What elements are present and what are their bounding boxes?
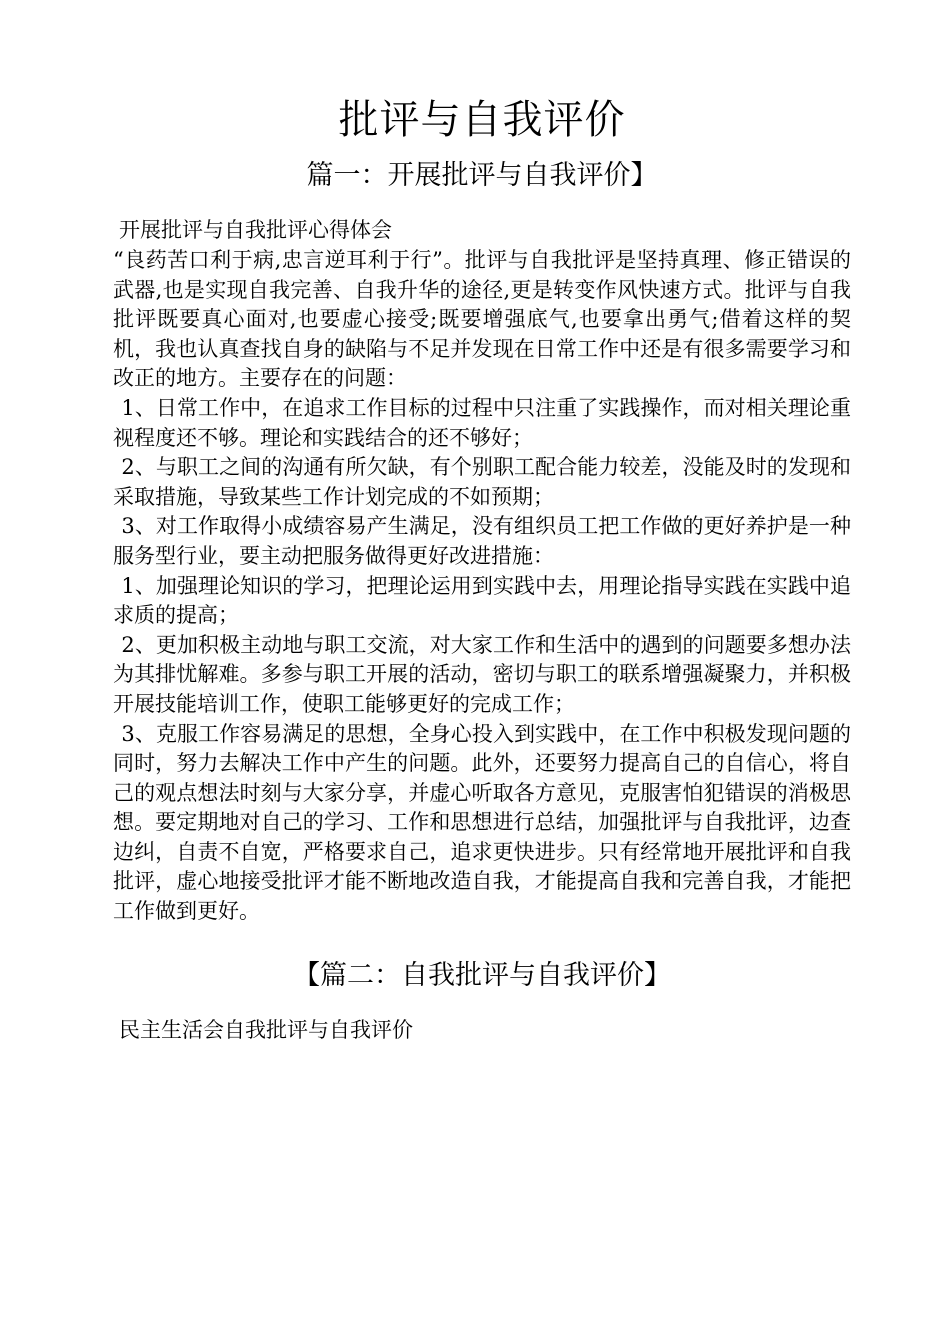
paragraph-intro: “良药苦口利于病,忠言逆耳利于行”。批评与自我批评是坚持真理、修正错误的武器,也是实现自我完善、自我升华的途径,更是转变作风快速方式。批评与自我批评既要真心面对,也要虚心接受;既要增强底气,也要拿出勇气;借着这样的契机，我也认真查找自身的缺陷与不足并发现在日常工作中还是有很多需要学习和改正的地方。主要存在的问题： (113, 248, 851, 391)
section1-subheading: 开展批评与自我批评心得体会 (119, 218, 392, 242)
paragraph-measure-3: 3、克服工作容易满足的思想，全身心投入到实践中，在工作中积极发现问题的同时，努力去解决工作中产生的问题。此外，还要努力提高自己的自信心，将自己的观点想法时刻与大家分享，并虚心听取各方意见，克服害怕犯错误的消极思想。要定期地对自己的学习、工作和思想进行总结，加强批评与自我批评，边查边纠，自责不自宽，严格要求自己，追求更快进步。只有经常地开展批评和自我批评，虚心地接受批评才能不断地改造自我，才能提高自我和完善自我，才能把工作做到更好。 (113, 721, 851, 924)
document-title: 批评与自我评价 (338, 97, 626, 143)
section2-subheading: 民主生活会自我批评与自我评价 (119, 1018, 413, 1042)
section1-heading: 篇一：开展批评与自我评价】 (306, 160, 658, 191)
paragraph-measure-1: 1、加强理论知识的学习，把理论运用到实践中去，用理论指导实践在实践中追求质的提高； (113, 573, 851, 628)
paragraph-problem-2: 2、与职工之间的沟通有所欠缺，有个别职工配合能力较差，没能及时的发现和采取措施，导致某些工作计划完成的不如预期； (113, 455, 851, 509)
paragraph-measure-2: 2、更加积极主动地与职工交流，对大家工作和生活中的遇到的问题要多想办法为其排忧解难。多参与职工开展的活动，密切与职工的联系增强凝聚力，并积极开展技能培训工作，使职工能够更好的完成工作； (113, 632, 851, 716)
paragraph-problem-3: 3、对工作取得小成绩容易产生满足，没有组织员工把工作做的更好养护是一种服务型行业，要主动把服务做得更好改进措施： (113, 514, 851, 568)
section1-body (113, 246, 851, 927)
paragraph-problem-1: 1、日常工作中，在追求工作目标的过程中只注重了实践操作，而对相关理论重视程度还不够。理论和实践结合的还不够好； (113, 395, 851, 450)
section2-heading: 【篇二：自我批评与自我评价】 (293, 960, 671, 991)
